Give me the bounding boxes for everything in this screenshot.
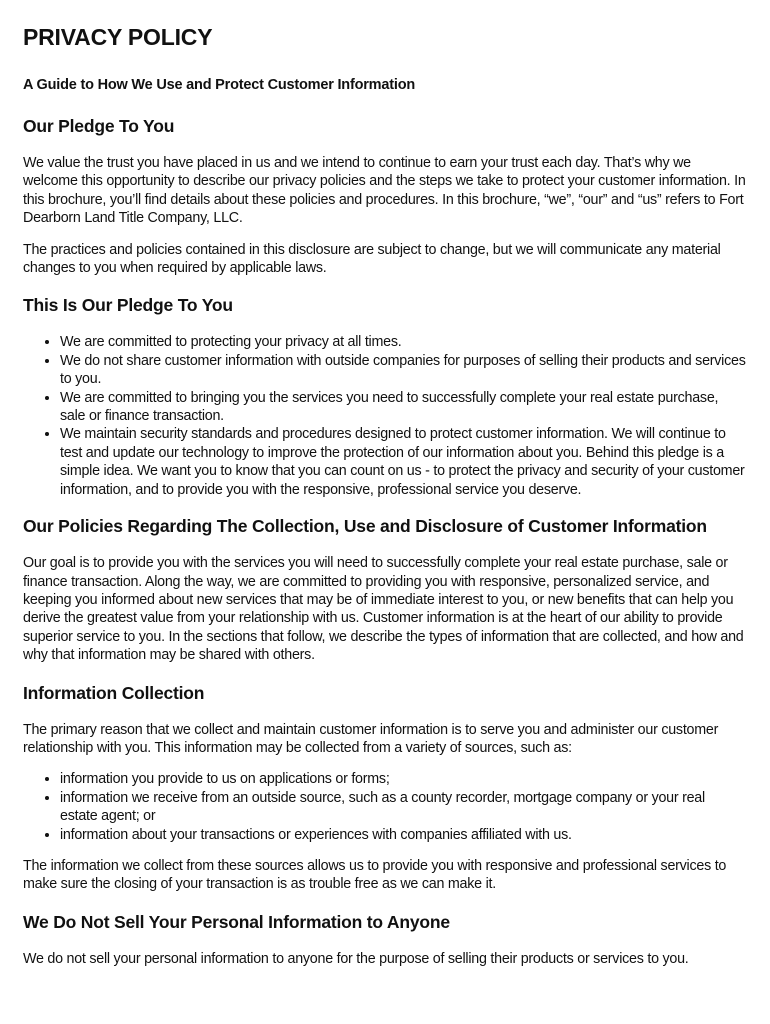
paragraph: The information we collect from these sources allows us to provide you with responsive and professional services to make sure the closing of your transaction is as trouble free as we can make it.	[23, 857, 727, 893]
pledge-list	[23, 333, 746, 499]
paragraph: The practices and policies contained in this disclosure are subject to change, but we will communicate any material changes to you when required by applicable laws.	[23, 241, 721, 277]
page-title: PRIVACY POLICY	[23, 24, 213, 50]
paragraph: The primary reason that we collect and maintain customer information is to serve you and administer our customer relationship with you. This information may be collected from a variety of sources, such as:	[23, 721, 719, 756]
list-item: • We do not share customer information with outside companies for purposes of selling their products and services to you.	[60, 352, 746, 389]
paragraph: We do not sell your personal information to anyone for the purpose of selling their products or services to you.	[23, 950, 689, 967]
list-item: • information you provide to us on applications or forms;	[60, 770, 746, 788]
section-heading-policies: Our Policies Regarding The Collection, Use and Disclosure of Customer Information	[23, 516, 707, 537]
list-item: • We are committed to bringing you the services you need to successfully complete your real estate purchase, sale or finance transaction.	[60, 389, 746, 426]
page-subtitle: A Guide to How We Use and Protect Customer Information	[23, 77, 416, 93]
list-item: • We maintain security standards and procedures designed to protect customer information. We will continue to test and update our technology to improve the protection of our information about you. Behind this pledge is a simple idea. We want you to know that you can count on us - to protect the privacy and security of your customer information, and to provide you with the responsive, professional service you deserve.	[60, 425, 746, 499]
section-heading-this-is-our-pledge: This Is Our Pledge To You	[23, 295, 233, 316]
section-heading-do-not-sell: We Do Not Sell Your Personal Information to Anyone	[23, 911, 450, 932]
section-heading-information-collection: Information Collection	[23, 682, 205, 703]
list-item: • information about your transactions or experiences with companies affiliated with us.	[60, 826, 746, 844]
paragraph: We value the trust you have placed in us and we intend to continue to earn your trust each day. That’s why we welcome this opportunity to describe our privacy policies and the steps we take to protect your customer information. In this brochure, you’ll find details about these policies and procedures. In this brochure, “we”, “our” and “us” refers to Fort Dearborn Land Title Company, LLC.	[23, 155, 746, 227]
sources-list	[23, 770, 746, 844]
paragraph: Our goal is to provide you with the services you will need to successfully complete your real estate purchase, sale or finance transaction. Along the way, we are committed to providing you with responsive, personalized service, and keeping you informed about new services that may be of immediate interest to you, or new benefits that can help you derive the greatest value from your relationship with us. Customer information is at the heart of our ability to provide superior service to you. In the sections that follow, we describe the types of information that are collected, and how and why that information may be shared with others.	[23, 555, 744, 664]
list-item: • We are committed to protecting your privacy at all times.	[60, 333, 746, 351]
section-heading-pledge: Our Pledge To You	[23, 116, 175, 136]
list-item: • information we receive from an outside source, such as a county recorder, mortgage company or your real estate agent; or	[60, 789, 746, 826]
